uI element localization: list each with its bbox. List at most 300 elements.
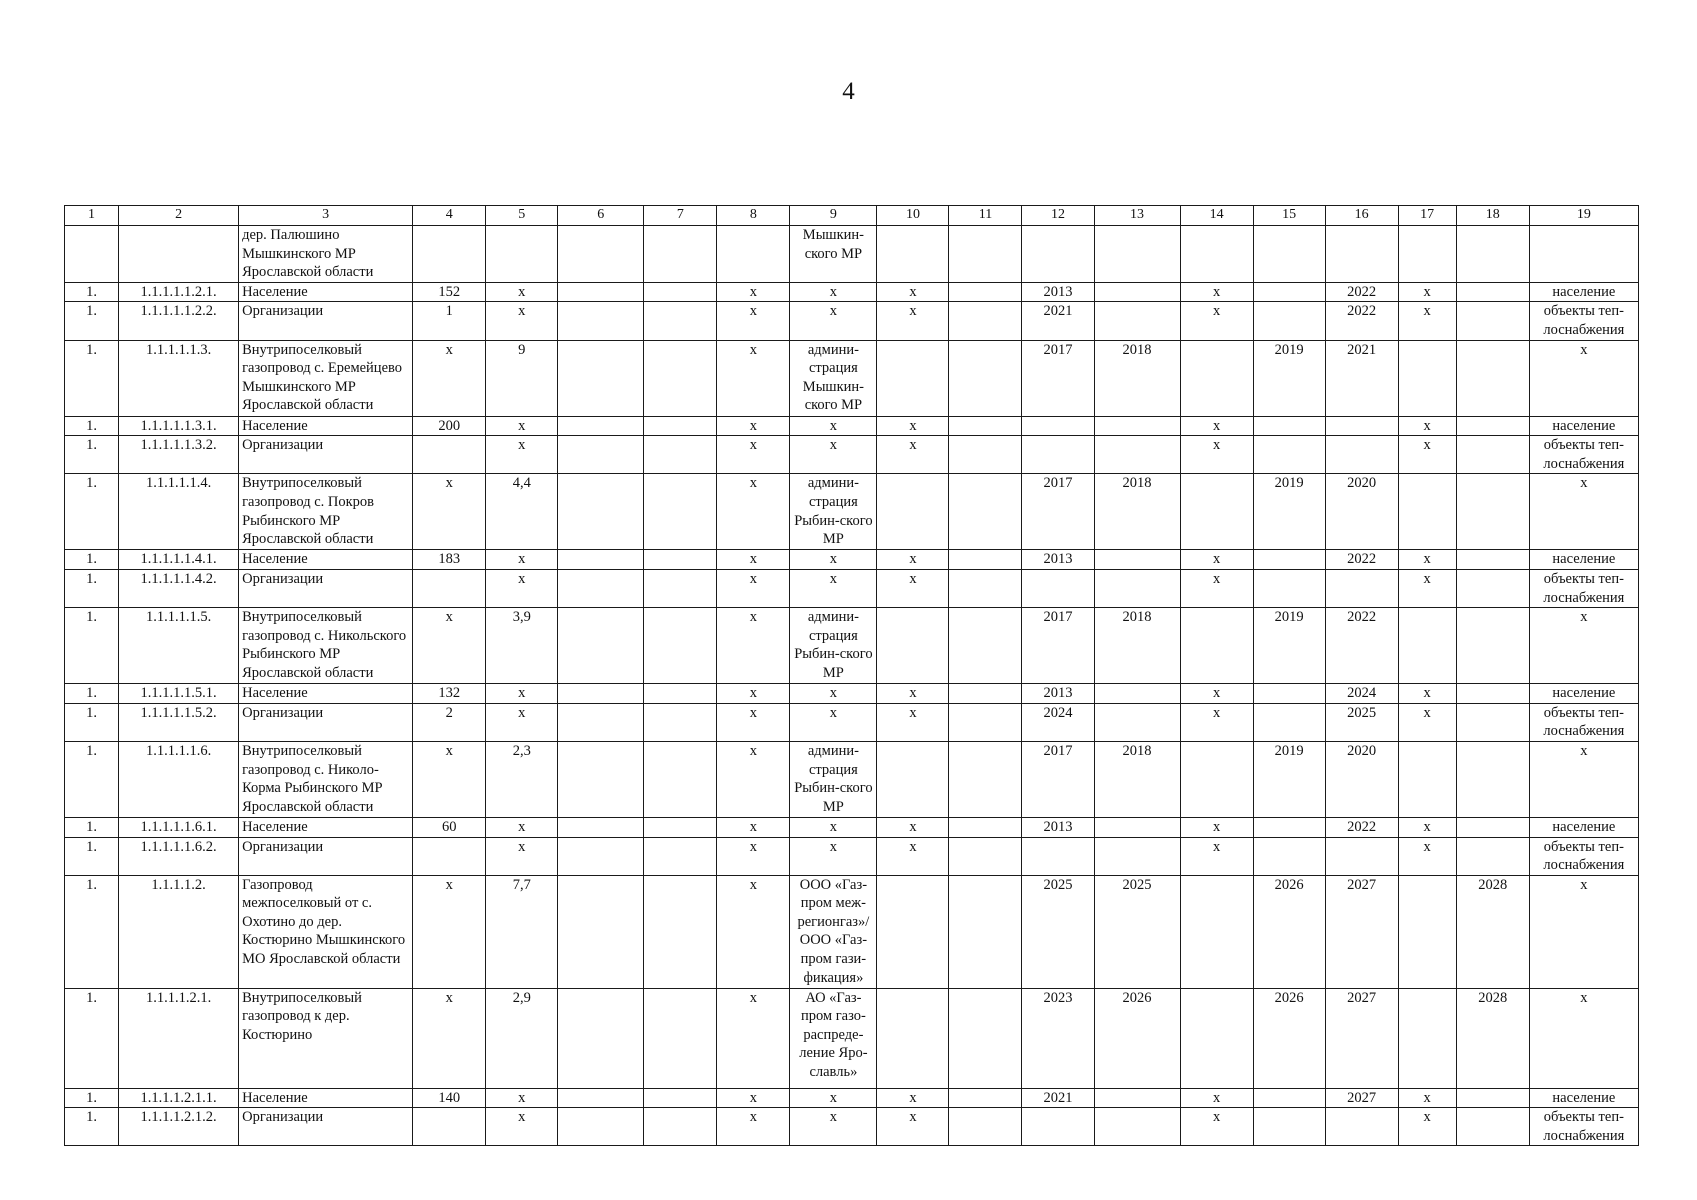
table-cell — [644, 416, 717, 436]
table-cell: 1. — [65, 988, 119, 1088]
header-cell: 3 — [239, 206, 413, 226]
table-cell: Организации — [239, 569, 413, 607]
table-cell — [558, 875, 644, 988]
table-cell: x — [877, 282, 949, 302]
table-cell — [877, 741, 949, 817]
header-cell: 1 — [65, 206, 119, 226]
table-cell: 2,9 — [486, 988, 558, 1088]
table-cell: x — [877, 416, 949, 436]
table-cell — [558, 474, 644, 550]
table-cell — [1180, 226, 1253, 283]
table-cell: 2017 — [1022, 474, 1094, 550]
table-cell — [119, 226, 239, 283]
table-cell: x — [413, 988, 486, 1088]
table-cell: 1.1.1.1.1.2.1. — [119, 282, 239, 302]
table-cell — [1253, 416, 1325, 436]
table-cell — [949, 416, 1022, 436]
table-cell: 2018 — [1094, 608, 1180, 684]
table-cell — [1180, 988, 1253, 1088]
table-cell: x — [1529, 875, 1638, 988]
table-cell: 1. — [65, 875, 119, 988]
table-cell: x — [1180, 1088, 1253, 1108]
table-cell: x — [1529, 474, 1638, 550]
table-body — [65, 206, 1639, 1146]
table-cell: x — [717, 684, 790, 704]
table-cell: 2018 — [1094, 340, 1180, 416]
table-cell: Газопровод межпоселковый от с. Охотино до дер. Костюрино Мышкинского МО Ярославской области — [239, 875, 413, 988]
table-cell: админи-страция Рыбин-ского МР — [790, 608, 877, 684]
table-cell: Внутрипоселковый газопровод с. Покров Рыбинского МР Ярославской области — [239, 474, 413, 550]
table-cell: 2024 — [1022, 703, 1094, 741]
table-cell: Население — [239, 1088, 413, 1108]
table-cell: 1.1.1.1.1.3.2. — [119, 436, 239, 474]
table-cell: 2022 — [1325, 302, 1398, 340]
table-cell: 3,9 — [486, 608, 558, 684]
table-cell — [1456, 569, 1529, 607]
table-cell: 1. — [65, 550, 119, 570]
table-cell — [949, 684, 1022, 704]
table-cell — [1094, 226, 1180, 283]
table-cell — [1325, 569, 1398, 607]
table-cell: 1.1.1.1.1.4. — [119, 474, 239, 550]
table-cell — [1253, 569, 1325, 607]
table-cell: 2028 — [1456, 988, 1529, 1088]
table-cell — [949, 340, 1022, 416]
table-cell: x — [486, 282, 558, 302]
table-cell — [558, 1088, 644, 1108]
table-cell — [1253, 684, 1325, 704]
table-cell: 1. — [65, 340, 119, 416]
table-cell — [1253, 703, 1325, 741]
table-cell: 2022 — [1325, 550, 1398, 570]
table-cell — [1529, 226, 1638, 283]
table-cell: x — [790, 416, 877, 436]
table-cell — [1094, 302, 1180, 340]
table-cell: x — [1398, 282, 1456, 302]
table-cell: 1.1.1.1.1.3. — [119, 340, 239, 416]
table-row — [65, 474, 1639, 550]
table-cell: x — [790, 837, 877, 875]
table-cell: 4,4 — [486, 474, 558, 550]
table-cell: x — [1180, 817, 1253, 837]
table-cell — [644, 282, 717, 302]
table-cell: x — [486, 550, 558, 570]
table-cell — [1456, 474, 1529, 550]
table-cell — [1325, 416, 1398, 436]
table-cell: 1.1.1.1.1.2.2. — [119, 302, 239, 340]
table-cell — [558, 608, 644, 684]
table-cell: дер. Палюшино Мышкинского МР Ярославской области — [239, 226, 413, 283]
table-cell — [1180, 741, 1253, 817]
table-cell: 2013 — [1022, 550, 1094, 570]
table-cell: x — [877, 1108, 949, 1146]
table-cell: 140 — [413, 1088, 486, 1108]
table-cell: x — [1180, 1108, 1253, 1146]
table-cell — [1094, 569, 1180, 607]
table-cell — [558, 741, 644, 817]
table-cell — [644, 1108, 717, 1146]
table-cell — [1094, 837, 1180, 875]
table-cell: 7,7 — [486, 875, 558, 988]
table-cell: x — [717, 436, 790, 474]
header-cell: 12 — [1022, 206, 1094, 226]
table-cell: 1. — [65, 436, 119, 474]
table-cell: 1.1.1.1.1.6.2. — [119, 837, 239, 875]
table-cell — [949, 1108, 1022, 1146]
table-cell: x — [486, 703, 558, 741]
table-cell: Организации — [239, 837, 413, 875]
table-cell: население — [1529, 1088, 1638, 1108]
table-cell: 2020 — [1325, 474, 1398, 550]
table-cell: 1.1.1.1.2.1. — [119, 988, 239, 1088]
table-cell — [413, 569, 486, 607]
table-cell — [1022, 837, 1094, 875]
table-cell: АО «Газ-пром газо-распреде-ление Яро-славль» — [790, 988, 877, 1088]
table-cell — [413, 226, 486, 283]
table-cell — [644, 837, 717, 875]
header-cell: 18 — [1456, 206, 1529, 226]
table-cell — [1253, 302, 1325, 340]
table-cell: x — [877, 436, 949, 474]
table-cell — [1022, 416, 1094, 436]
table-cell — [1094, 282, 1180, 302]
table-cell — [644, 340, 717, 416]
table-cell: x — [1180, 416, 1253, 436]
table-cell — [1456, 282, 1529, 302]
table-cell: Организации — [239, 1108, 413, 1146]
table-cell: x — [413, 608, 486, 684]
table-cell: x — [486, 837, 558, 875]
header-cell: 11 — [949, 206, 1022, 226]
header-cell: 13 — [1094, 206, 1180, 226]
table-cell — [1456, 416, 1529, 436]
table-cell — [949, 282, 1022, 302]
header-cell: 7 — [644, 206, 717, 226]
table-cell — [413, 837, 486, 875]
header-cell: 2 — [119, 206, 239, 226]
table-cell — [644, 226, 717, 283]
table-row — [65, 608, 1639, 684]
table-cell: x — [717, 1108, 790, 1146]
header-cell: 10 — [877, 206, 949, 226]
table-cell: 183 — [413, 550, 486, 570]
table-cell: Внутрипоселковый газопровод с. Никольского Рыбинского МР Ярославской области — [239, 608, 413, 684]
table-cell: x — [1398, 302, 1456, 340]
table-cell: x — [790, 436, 877, 474]
table-cell: 2025 — [1094, 875, 1180, 988]
table-cell — [1398, 340, 1456, 416]
table-cell — [486, 226, 558, 283]
table-cell: 1.1.1.1.1.3.1. — [119, 416, 239, 436]
table-cell — [1325, 1108, 1398, 1146]
table-cell — [877, 474, 949, 550]
table-cell — [1325, 837, 1398, 875]
table-cell — [1094, 416, 1180, 436]
table-cell: x — [413, 474, 486, 550]
table-cell: Организации — [239, 703, 413, 741]
table-cell: 2021 — [1325, 340, 1398, 416]
table-cell: x — [1529, 741, 1638, 817]
table-cell — [877, 608, 949, 684]
table-cell: ООО «Газ-пром меж-регионгаз»/ ООО «Газ-пром гази-фикация» — [790, 875, 877, 988]
table-cell — [644, 703, 717, 741]
table-cell — [1325, 436, 1398, 474]
table-row — [65, 684, 1639, 704]
table-cell — [558, 302, 644, 340]
table-cell — [949, 741, 1022, 817]
header-cell: 15 — [1253, 206, 1325, 226]
table-cell: 2018 — [1094, 741, 1180, 817]
table-cell: x — [717, 817, 790, 837]
table-cell — [949, 703, 1022, 741]
table-cell — [1180, 875, 1253, 988]
table-cell — [1398, 988, 1456, 1088]
table-cell: 2013 — [1022, 817, 1094, 837]
table-cell: 2013 — [1022, 282, 1094, 302]
header-cell: 16 — [1325, 206, 1398, 226]
table-cell: x — [877, 684, 949, 704]
table-cell: 2,3 — [486, 741, 558, 817]
table-cell: 2027 — [1325, 875, 1398, 988]
table-cell: x — [1398, 817, 1456, 837]
table-cell — [558, 226, 644, 283]
table-cell — [1456, 436, 1529, 474]
table-cell: объекты теп-лоснабжения — [1529, 837, 1638, 875]
table-cell: x — [486, 569, 558, 607]
table-cell — [1094, 436, 1180, 474]
table-cell — [644, 684, 717, 704]
table-cell — [1253, 1088, 1325, 1108]
table-cell — [1094, 550, 1180, 570]
table-cell — [1022, 569, 1094, 607]
table-cell — [558, 282, 644, 302]
table-cell — [1398, 226, 1456, 283]
table-cell: 2018 — [1094, 474, 1180, 550]
table-cell: x — [790, 302, 877, 340]
table-cell: 2017 — [1022, 741, 1094, 817]
table-cell: 1. — [65, 837, 119, 875]
table-cell — [558, 684, 644, 704]
table-cell — [413, 436, 486, 474]
table-cell — [1094, 1108, 1180, 1146]
table-cell: Население — [239, 817, 413, 837]
table-cell — [949, 226, 1022, 283]
table-cell: 2021 — [1022, 302, 1094, 340]
table-cell — [1094, 703, 1180, 741]
table-cell — [558, 817, 644, 837]
table-row — [65, 416, 1639, 436]
header-cell: 19 — [1529, 206, 1638, 226]
table-cell: x — [790, 550, 877, 570]
table-cell: 1.1.1.1.1.6. — [119, 741, 239, 817]
table-cell: 1. — [65, 474, 119, 550]
table-row — [65, 569, 1639, 607]
table-cell: x — [1180, 569, 1253, 607]
table-cell: x — [790, 684, 877, 704]
table-cell — [1180, 474, 1253, 550]
table-cell — [65, 226, 119, 283]
table-cell — [1456, 703, 1529, 741]
table-cell: 1.1.1.1.1.5. — [119, 608, 239, 684]
table-cell: 132 — [413, 684, 486, 704]
table-row — [65, 1088, 1639, 1108]
table-cell: 60 — [413, 817, 486, 837]
table-cell: 1. — [65, 1088, 119, 1108]
table-cell: 2019 — [1253, 340, 1325, 416]
table-cell: Население — [239, 282, 413, 302]
table-cell: население — [1529, 550, 1638, 570]
table-cell: 2026 — [1253, 875, 1325, 988]
table-cell: 1.1.1.1.1.4.2. — [119, 569, 239, 607]
table-cell — [949, 608, 1022, 684]
table-cell — [1456, 1088, 1529, 1108]
table-cell — [1456, 741, 1529, 817]
table-cell — [1456, 684, 1529, 704]
table-cell: объекты теп-лоснабжения — [1529, 703, 1638, 741]
table-cell — [644, 569, 717, 607]
table-cell: 2017 — [1022, 608, 1094, 684]
table-cell — [644, 1088, 717, 1108]
table-cell: 2020 — [1325, 741, 1398, 817]
table-cell: 2026 — [1094, 988, 1180, 1088]
table-cell: x — [486, 436, 558, 474]
table-cell: x — [1398, 436, 1456, 474]
table-cell — [558, 550, 644, 570]
table-cell: 1. — [65, 684, 119, 704]
table-cell: 1.1.1.1.1.6.1. — [119, 817, 239, 837]
table-cell: x — [717, 837, 790, 875]
table-cell: 2027 — [1325, 988, 1398, 1088]
table-cell: 2019 — [1253, 474, 1325, 550]
table-cell: x — [790, 282, 877, 302]
table-cell — [1398, 608, 1456, 684]
table-cell: админи-страция Рыбин-ского МР — [790, 474, 877, 550]
table-cell: x — [717, 703, 790, 741]
table-cell — [1253, 282, 1325, 302]
table-cell — [1253, 550, 1325, 570]
header-cell: 4 — [413, 206, 486, 226]
table-cell — [1398, 474, 1456, 550]
table-cell: 2024 — [1325, 684, 1398, 704]
table-cell — [1253, 817, 1325, 837]
table-cell: x — [1398, 684, 1456, 704]
table-cell — [1456, 226, 1529, 283]
table-cell — [1325, 226, 1398, 283]
table-cell — [644, 302, 717, 340]
table-cell — [877, 340, 949, 416]
table-row — [65, 550, 1639, 570]
table-cell: объекты теп-лоснабжения — [1529, 569, 1638, 607]
table-cell: x — [717, 569, 790, 607]
table-cell — [644, 817, 717, 837]
table-cell — [1022, 1108, 1094, 1146]
table-cell: x — [1398, 1088, 1456, 1108]
table-cell: 1.1.1.1.2.1.2. — [119, 1108, 239, 1146]
table-cell: объекты теп-лоснабжения — [1529, 436, 1638, 474]
table-cell — [949, 474, 1022, 550]
table-cell: 2025 — [1325, 703, 1398, 741]
table-cell: x — [790, 569, 877, 607]
table-cell — [558, 569, 644, 607]
header-cell: 9 — [790, 206, 877, 226]
table-cell: 2026 — [1253, 988, 1325, 1088]
table-cell — [949, 569, 1022, 607]
table-cell: 2025 — [1022, 875, 1094, 988]
table-cell — [949, 436, 1022, 474]
table-cell: население — [1529, 416, 1638, 436]
table-cell: 2017 — [1022, 340, 1094, 416]
table-row — [65, 436, 1639, 474]
table-cell: 2027 — [1325, 1088, 1398, 1108]
table-cell: население — [1529, 282, 1638, 302]
data-table — [64, 205, 1639, 1146]
table-cell: 1.1.1.1.2.1.1. — [119, 1088, 239, 1108]
table-cell: 9 — [486, 340, 558, 416]
table-cell: 1. — [65, 282, 119, 302]
table-cell — [1398, 741, 1456, 817]
table-cell — [1456, 817, 1529, 837]
table-cell: x — [717, 741, 790, 817]
table-cell: x — [486, 302, 558, 340]
table-cell: 2019 — [1253, 608, 1325, 684]
table-cell — [949, 875, 1022, 988]
table-cell: x — [717, 340, 790, 416]
header-cell: 17 — [1398, 206, 1456, 226]
table-cell: x — [413, 340, 486, 416]
table-cell — [1094, 684, 1180, 704]
table-cell: 1.1.1.1.1.5.1. — [119, 684, 239, 704]
table-cell: x — [717, 608, 790, 684]
table-cell: x — [486, 817, 558, 837]
table-cell: объекты теп-лоснабжения — [1529, 302, 1638, 340]
table-cell: x — [717, 1088, 790, 1108]
table-cell: админи-страция Рыбин-ского МР — [790, 741, 877, 817]
table-cell: 1. — [65, 1108, 119, 1146]
table-cell: Внутрипоселковый газопровод к дер. Костюрино — [239, 988, 413, 1088]
table-cell — [1253, 837, 1325, 875]
header-cell: 14 — [1180, 206, 1253, 226]
table-cell: 200 — [413, 416, 486, 436]
table-cell — [949, 550, 1022, 570]
table-cell: x — [1398, 1108, 1456, 1146]
table-cell: x — [717, 416, 790, 436]
table-cell — [1456, 302, 1529, 340]
table-cell: Внутрипоселковый газопровод с. Николо-Корма Рыбинского МР Ярославской области — [239, 741, 413, 817]
header-row — [65, 206, 1639, 226]
table-cell — [1456, 1108, 1529, 1146]
table-cell — [1456, 608, 1529, 684]
table-row — [65, 1108, 1639, 1146]
table-cell: x — [1529, 608, 1638, 684]
table-cell: 1.1.1.1.1.4.1. — [119, 550, 239, 570]
table-row — [65, 837, 1639, 875]
table-cell — [644, 436, 717, 474]
table-cell: 152 — [413, 282, 486, 302]
table-cell: 2022 — [1325, 608, 1398, 684]
table-cell: 1 — [413, 302, 486, 340]
table-cell — [1180, 608, 1253, 684]
table-cell: 1.1.1.1.2. — [119, 875, 239, 988]
table-cell — [558, 703, 644, 741]
table-cell: x — [1398, 703, 1456, 741]
table-cell — [1456, 837, 1529, 875]
table-cell: x — [877, 703, 949, 741]
table-cell — [558, 340, 644, 416]
table-cell — [949, 988, 1022, 1088]
table-cell — [1094, 817, 1180, 837]
table-cell: население — [1529, 817, 1638, 837]
table-cell — [644, 550, 717, 570]
